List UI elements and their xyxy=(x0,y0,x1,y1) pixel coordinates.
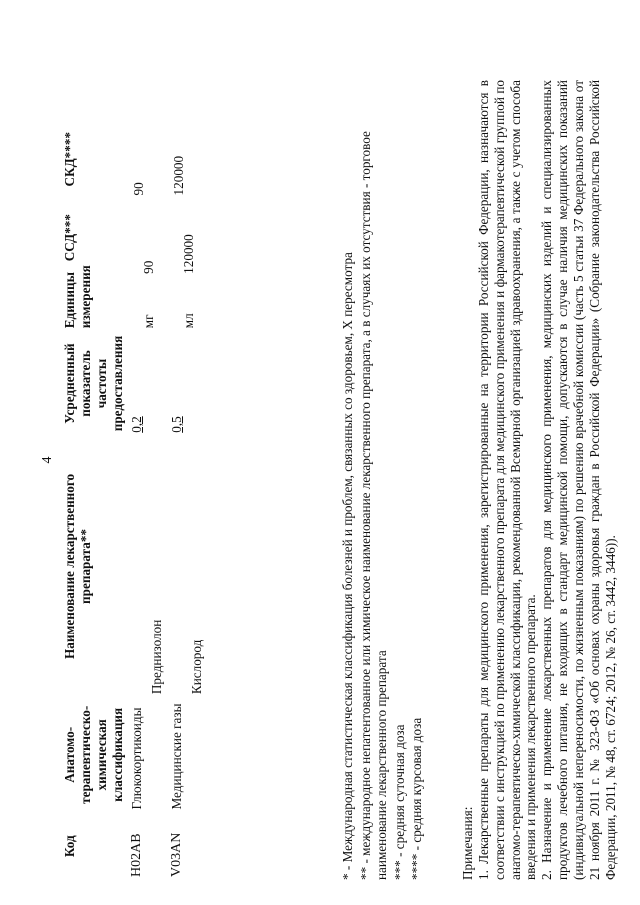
cell-unit: мг xyxy=(141,314,157,329)
header-frequency: Усредненный показатель частоты предоставления xyxy=(62,335,125,432)
page-number: 4 xyxy=(40,456,55,464)
cell-code: H02AB xyxy=(129,833,145,877)
notes xyxy=(460,80,618,880)
footnote: ** - международное непатентованное или химическое наименование лекарственного препарата, а в случаях их отсутствия - торговое наименование лекарственного препарата xyxy=(357,131,389,880)
header-drug-name: Наименование лекарственного препарата** xyxy=(62,473,93,660)
cell-ssd: 120000 xyxy=(181,234,197,274)
cell-classification: Глюкокортикоиды xyxy=(129,707,145,810)
cell-classification: Медицинские газы xyxy=(169,703,185,810)
cell-ssd: 90 xyxy=(141,260,157,274)
table-row xyxy=(167,120,207,880)
cell-skd: 90 xyxy=(131,182,147,196)
cell-frequency: 0,2 xyxy=(129,416,145,433)
header-skd: СКД**** xyxy=(62,131,77,187)
footnote: **** - средняя курсовая доза xyxy=(409,717,425,880)
cell-unit: мл xyxy=(181,313,197,329)
cell-drug-name: Кислород xyxy=(189,639,205,695)
cell-drug-name: Преднизолон xyxy=(149,619,165,695)
note-item: 1. Лекарственные препараты для медицинского применения, зарегистрированные на территории Российской Федерации, назначаются в соответствии с инструкцией по применению лекарственного препарата для медицинского применения и фармакотерапевтической группой по анатомо-терапевтическо-химической классификации, рекомендованной Всемирной организацией здравоохранения, а также с учетом способа введения и применения лекарственного препарата. xyxy=(475,80,539,880)
header-classification: Анатомо-терапевтическо-химическая классификация xyxy=(62,705,125,804)
table-row xyxy=(127,120,167,880)
cell-skd: 120000 xyxy=(171,155,187,196)
table-header-row xyxy=(60,120,127,880)
header-ssd: ССД*** xyxy=(62,214,77,262)
drug-table xyxy=(60,120,207,880)
footnote: * - Международная статистическая классификация болезней и проблем, связанных со здоровьем, X пересмотра xyxy=(340,252,355,880)
header-unit: Единицы измерения xyxy=(62,265,93,329)
note-item: 2. Назначение и применение лекарственных препаратов для медицинского применения, медицинских изделий и специализированных продуктов лечебного питания, не входящих в стандарт медицинской помощи, допускаются в случае наличия медицинских показаний (индивидуальной непереносимости, по жизненным показаниям) по решению врачебной комиссии (часть 5 статьи 37 Федерального закона от 21 ноября 2011 г. № 323-ФЗ «Об основах охраны здоровья граждан в Российской Федерации» (Собрание законодательства Российской Федерации, 2011, № 48, ст. 6724; 2012, № 26, ст. 3442, 3446)). xyxy=(539,80,618,880)
header-code: Код xyxy=(62,835,77,858)
footnotes xyxy=(340,80,427,880)
notes-title: Примечания: xyxy=(460,806,475,880)
cell-frequency: 0,5 xyxy=(169,416,185,433)
cell-code: V03AN xyxy=(169,832,185,877)
footnote: *** - средняя суточная доза xyxy=(391,724,407,880)
rotated-content xyxy=(40,40,618,880)
